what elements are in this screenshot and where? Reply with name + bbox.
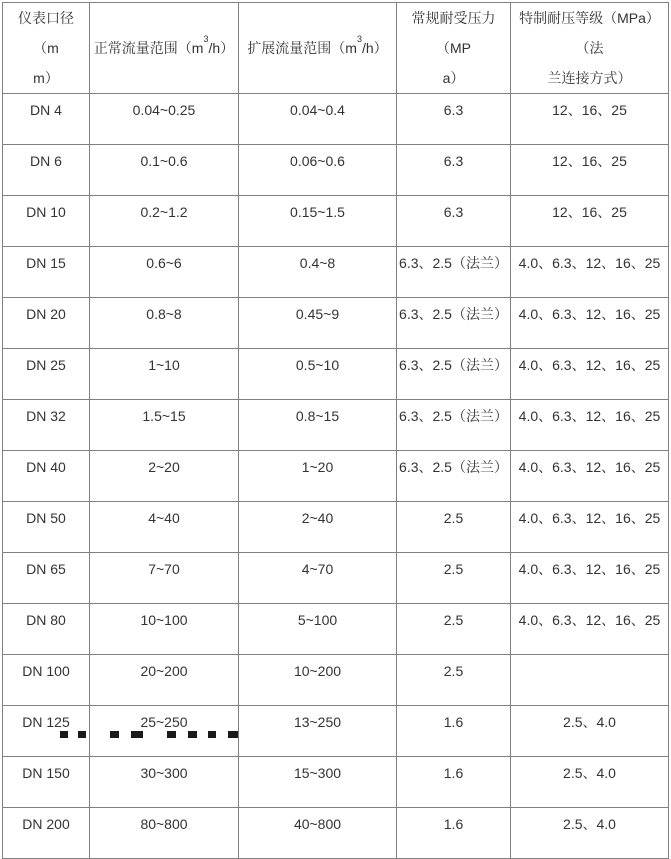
cell-diameter: DN 65 [3, 553, 90, 604]
cell-special-pressure-rating: 2.5、4.0 [511, 706, 669, 757]
cell-extended-flow-range: 0.45~9 [239, 298, 397, 349]
column-header-standard-pressure [397, 3, 511, 94]
cell-special-pressure-rating: 12、16、25 [511, 145, 669, 196]
cell-extended-flow-range: 0.5~10 [239, 349, 397, 400]
cell-diameter: DN 100 [3, 655, 90, 706]
cell-diameter: DN 6 [3, 145, 90, 196]
table-row [3, 604, 669, 655]
cell-extended-flow-range: 0.15~1.5 [239, 196, 397, 247]
header-row [3, 3, 669, 94]
superscript-3: 3 [203, 34, 209, 45]
table-row [3, 502, 669, 553]
cell-extended-flow-range: 0.04~0.4 [239, 94, 397, 145]
cell-special-pressure-rating: 4.0、6.3、12、16、25 [511, 349, 669, 400]
cell-normal-flow-range: 4~40 [90, 502, 239, 553]
table-row [3, 94, 669, 145]
column-header-normal-flow-range [90, 3, 239, 94]
column-header-diameter [3, 3, 90, 94]
clipped-glyph-fragment [208, 731, 216, 738]
cell-special-pressure-rating: 4.0、6.3、12、16、25 [511, 451, 669, 502]
header-label: 常规耐受压力（MP [411, 10, 496, 56]
cell-normal-flow-range: 0.1~0.6 [90, 145, 239, 196]
cell-diameter: DN 40 [3, 451, 90, 502]
cell-standard-pressure: 1.6 [397, 808, 511, 859]
cell-diameter: DN 125 [3, 706, 90, 757]
table-row [3, 196, 669, 247]
cell-normal-flow-range: 1.5~15 [90, 400, 239, 451]
cell-diameter: DN 80 [3, 604, 90, 655]
header-label-wrap: m） [33, 70, 59, 86]
cell-normal-flow-range: 0.8~8 [90, 298, 239, 349]
cell-diameter: DN 150 [3, 757, 90, 808]
table-row [3, 451, 669, 502]
column-header-special-pressure-rating [511, 3, 669, 94]
cell-special-pressure-rating: 12、16、25 [511, 94, 669, 145]
clipped-glyph-fragment [131, 731, 143, 738]
cell-special-pressure-rating [511, 655, 669, 706]
cell-special-pressure-rating: 4.0、6.3、12、16、25 [511, 604, 669, 655]
cell-special-pressure-rating: 4.0、6.3、12、16、25 [511, 298, 669, 349]
cell-normal-flow-range: 1~10 [90, 349, 239, 400]
table-row [3, 247, 669, 298]
cell-special-pressure-rating: 2.5、4.0 [511, 757, 669, 808]
clipped-glyph-fragment [110, 731, 119, 738]
table-row [3, 400, 669, 451]
cell-diameter: DN 15 [3, 247, 90, 298]
cell-extended-flow-range: 40~800 [239, 808, 397, 859]
cell-standard-pressure: 2.5 [397, 604, 511, 655]
cell-standard-pressure: 6.3、2.5（法兰） [397, 451, 511, 502]
table-row [3, 349, 669, 400]
cell-diameter: DN 4 [3, 94, 90, 145]
clipped-glyph-fragment [167, 731, 176, 738]
header-label: 仪表口径（m [18, 10, 74, 56]
header-label: 扩展流量范围（m [247, 40, 357, 56]
cell-normal-flow-range: 80~800 [90, 808, 239, 859]
cell-standard-pressure: 6.3、2.5（法兰） [397, 298, 511, 349]
cell-normal-flow-range: 20~200 [90, 655, 239, 706]
cell-standard-pressure: 6.3、2.5（法兰） [397, 247, 511, 298]
cell-standard-pressure: 6.3、2.5（法兰） [397, 400, 511, 451]
table-body [3, 94, 669, 859]
cell-standard-pressure: 6.3、2.5（法兰） [397, 349, 511, 400]
cell-special-pressure-rating: 4.0、6.3、12、16、25 [511, 553, 669, 604]
cell-extended-flow-range: 5~100 [239, 604, 397, 655]
cell-normal-flow-range: 30~300 [90, 757, 239, 808]
clipped-glyph-fragment [228, 731, 238, 738]
header-label: 特制耐压等级（MPa）（法 [519, 10, 660, 56]
cell-standard-pressure: 1.6 [397, 757, 511, 808]
header-label-wrap: 兰连接方式） [547, 70, 632, 86]
table-row [3, 553, 669, 604]
cell-special-pressure-rating: 2.5、4.0 [511, 808, 669, 859]
cell-extended-flow-range: 10~200 [239, 655, 397, 706]
cell-normal-flow-range: 0.04~0.25 [90, 94, 239, 145]
clipped-glyph-fragment [188, 731, 197, 738]
cell-diameter: DN 10 [3, 196, 90, 247]
cell-extended-flow-range: 15~300 [239, 757, 397, 808]
clipped-bottom-text-fragment [55, 731, 275, 738]
cell-extended-flow-range: 0.06~0.6 [239, 145, 397, 196]
cell-extended-flow-range: 13~250 [239, 706, 397, 757]
header-label: 正常流量范围（m [93, 40, 204, 56]
cell-diameter: DN 50 [3, 502, 90, 553]
cell-normal-flow-range: 0.2~1.2 [90, 196, 239, 247]
cell-standard-pressure: 6.3 [397, 145, 511, 196]
table-row [3, 655, 669, 706]
table-row [3, 808, 669, 859]
cell-standard-pressure: 1.6 [397, 706, 511, 757]
cell-diameter: DN 200 [3, 808, 90, 859]
cell-standard-pressure: 2.5 [397, 655, 511, 706]
cell-standard-pressure: 2.5 [397, 502, 511, 553]
table-row [3, 757, 669, 808]
table-row [3, 145, 669, 196]
cell-extended-flow-range: 0.8~15 [239, 400, 397, 451]
cell-special-pressure-rating: 12、16、25 [511, 196, 669, 247]
cell-special-pressure-rating: 4.0、6.3、12、16、25 [511, 502, 669, 553]
superscript-3: 3 [356, 34, 362, 45]
cell-diameter: DN 25 [3, 349, 90, 400]
cell-standard-pressure: 2.5 [397, 553, 511, 604]
cell-normal-flow-range: 0.6~6 [90, 247, 239, 298]
cell-extended-flow-range: 4~70 [239, 553, 397, 604]
cell-normal-flow-range: 10~100 [90, 604, 239, 655]
cell-extended-flow-range: 0.4~8 [239, 247, 397, 298]
clipped-glyph-fragment [78, 731, 86, 738]
cell-normal-flow-range: 25~250 [90, 706, 239, 757]
header-label-unit: /h） [362, 40, 388, 56]
cell-normal-flow-range: 7~70 [90, 553, 239, 604]
table-row [3, 298, 669, 349]
clipped-glyph-fragment [60, 731, 68, 738]
cell-extended-flow-range: 1~20 [239, 451, 397, 502]
cell-normal-flow-range: 2~20 [90, 451, 239, 502]
cell-special-pressure-rating: 4.0、6.3、12、16、25 [511, 400, 669, 451]
cell-diameter: DN 32 [3, 400, 90, 451]
cell-standard-pressure: 6.3 [397, 196, 511, 247]
header-label-unit: /h） [208, 40, 235, 56]
cell-extended-flow-range: 2~40 [239, 502, 397, 553]
cell-standard-pressure: 6.3 [397, 94, 511, 145]
cell-diameter: DN 20 [3, 298, 90, 349]
column-header-extended-flow-range [239, 3, 397, 94]
header-label-wrap: a） [442, 70, 465, 86]
cell-special-pressure-rating: 4.0、6.3、12、16、25 [511, 247, 669, 298]
